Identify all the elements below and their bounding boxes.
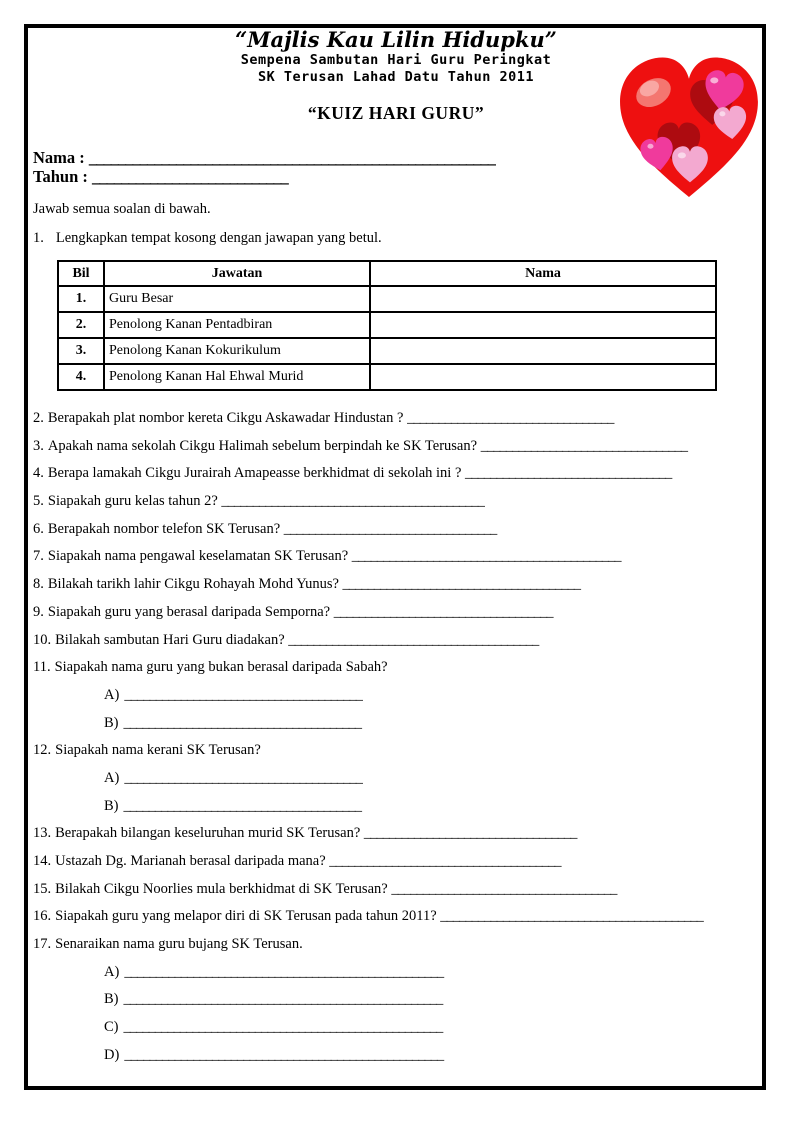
sub-answers (33, 964, 759, 1064)
question-number: 2. (33, 410, 44, 426)
question-row (33, 936, 759, 953)
sub-answer-label: B) (104, 991, 119, 1008)
tahun-label: Tahun : (33, 167, 88, 186)
heart-glint (678, 152, 686, 158)
header-subtitle-1: Sempena Sambutan Hari Guru Peringkat (240, 52, 552, 68)
sub-answer-row (104, 687, 759, 704)
question-row (33, 410, 759, 427)
question-text: Siapakah guru kelas tahun 2? (47, 493, 218, 510)
question-text: Berapa lamakah Cikgu Jurairah Amapeasse berkhidmat di sekolah ini ? (47, 465, 462, 482)
col-header-bil: Bil (58, 261, 104, 286)
answer-blank[interactable]: ________________________________________ (288, 631, 539, 648)
nama-answer-cell[interactable] (370, 286, 716, 312)
question-number: 17. (33, 936, 52, 953)
jawatan-cell: Penolong Kanan Pentadbiran (104, 312, 370, 338)
question-row (33, 438, 759, 455)
answer-blank[interactable]: _________________________________ (480, 437, 687, 454)
answer-blank[interactable]: __________________________________________ (440, 908, 703, 925)
question-row (33, 548, 759, 565)
table-header-row (58, 261, 716, 286)
answer-blank[interactable]: ___________________________________________________ (123, 1019, 443, 1036)
hearts-icon (615, 50, 767, 202)
question-row (33, 604, 759, 621)
sub-answer-row (104, 1047, 759, 1064)
question-text: Siapakah guru yang melapor diri di SK Terusan pada tahun 2011? (55, 908, 437, 925)
question-number: 3. (33, 437, 44, 454)
answer-blank[interactable]: __________________________________________ (221, 493, 484, 510)
sub-answer-label: A) (104, 769, 120, 786)
answer-blank[interactable]: _________________________________ (465, 465, 672, 482)
question-row (33, 853, 759, 870)
question-number: 9. (33, 603, 44, 620)
sub-answer-label: B) (104, 797, 119, 814)
nama-answer-cell[interactable] (370, 312, 716, 338)
question-text: Siapakah nama kerani SK Terusan? (55, 742, 261, 759)
sub-answer-label: A) (104, 686, 120, 703)
question-number: 16. (33, 908, 52, 925)
question-row (33, 742, 759, 759)
question-row (33, 659, 759, 676)
col-header-nama: Nama (370, 261, 716, 286)
heart-glint (710, 77, 718, 83)
question-row (33, 825, 759, 842)
sub-answer-label: A) (104, 963, 120, 980)
question-text: Siapakah guru yang berasal daripada Semporna? (47, 603, 331, 620)
question-text: Bilakah Cikgu Noorlies mula berkhidmat di SK Terusan? (55, 880, 388, 897)
question-number: 13. (33, 825, 52, 842)
sub-answer-row (104, 964, 759, 981)
table-row (58, 312, 716, 338)
question-text: Berapakah plat nombor kereta Cikgu Askawadar Hindustan ? (47, 410, 404, 426)
header-subtitle-2: SK Terusan Lahad Datu Tahun 2011 (257, 69, 535, 85)
sub-answer-row (104, 991, 759, 1008)
question-number: 12. (33, 742, 52, 759)
sub-answer-row (104, 770, 759, 787)
answer-blank[interactable]: ____________________________________ (391, 880, 617, 897)
answer-blank[interactable]: ______________________________________ (124, 769, 362, 786)
question-row (33, 632, 759, 649)
sub-answers (33, 687, 759, 732)
question-number: 15. (33, 880, 52, 897)
question-row (33, 576, 759, 593)
question-row (33, 521, 759, 538)
question-number: 4. (33, 465, 44, 482)
nama-answer-cell[interactable] (370, 364, 716, 390)
answer-blank[interactable]: ___________________________________________________ (124, 1046, 444, 1063)
nama-blank-line[interactable]: ________________________________________________________ (88, 148, 495, 167)
answer-blank[interactable]: ______________________________________ (342, 576, 581, 593)
answer-blank[interactable]: ___________________________________________________ (123, 991, 443, 1008)
tahun-blank-line[interactable]: ___________________________ (92, 167, 288, 186)
question-text: Siapakah nama guru yang bukan berasal daripada Sabah? (54, 659, 388, 676)
answer-blank[interactable]: ___________________________________________________ (124, 963, 444, 980)
worksheet-page (33, 28, 759, 1075)
sub-answer-row (104, 798, 759, 815)
question-number: 10. (33, 631, 52, 648)
question-number: 1. (33, 230, 44, 246)
quiz-title: “KUIZ HARI GURU” (307, 103, 485, 123)
questions-list (33, 410, 759, 1064)
answer-blank[interactable]: __________________________________ (283, 520, 497, 537)
answer-blank[interactable]: ___________________________________ (333, 603, 553, 620)
jawatan-cell: Guru Besar (104, 286, 370, 312)
question-row (33, 881, 759, 898)
jawatan-cell: Penolong Kanan Hal Ehwal Murid (104, 364, 370, 390)
question-text: Ustazah Dg. Marianah berasal daripada mana? (55, 853, 326, 869)
answer-blank[interactable]: __________________________________ (363, 825, 577, 842)
question-text: Apakah nama sekolah Cikgu Halimah sebelum berpindah ke SK Terusan? (47, 437, 478, 454)
answer-blank[interactable]: _________________________________ (407, 410, 614, 426)
heart-glint (647, 144, 653, 149)
question-number: 7. (33, 548, 44, 565)
question-text: Berapakah nombor telefon SK Terusan? (47, 520, 281, 537)
heart-glint (719, 111, 725, 116)
answer-blank[interactable]: ___________________________________________ (351, 548, 621, 565)
question-number: 14. (33, 853, 52, 869)
row-number: 2. (58, 312, 104, 338)
question-row (33, 493, 759, 510)
motto-title: “Majlis Kau Lilin Hidupku” (235, 27, 557, 52)
sub-answer-label: D) (104, 1046, 120, 1063)
sub-answer-label: C) (104, 1019, 119, 1036)
sub-answer-row (104, 1019, 759, 1036)
sub-answer-label: B) (104, 714, 119, 731)
question-text: Senaraikan nama guru bujang SK Terusan. (55, 936, 303, 953)
question-row (33, 465, 759, 482)
col-header-jawatan: Jawatan (104, 261, 370, 286)
question-text: Berapakah bilangan keseluruhan murid SK Terusan? (55, 825, 361, 842)
sub-answer-row (104, 715, 759, 732)
row-number: 1. (58, 286, 104, 312)
answer-blank[interactable]: ______________________________________ (124, 686, 362, 703)
table-row (58, 364, 716, 390)
nama-label: Nama : (33, 148, 85, 167)
row-number: 4. (58, 364, 104, 390)
question-number: 8. (33, 576, 44, 593)
question-number: 6. (33, 520, 44, 537)
question-text: Bilakah tarikh lahir Cikgu Rohayah Mohd Yunus? (47, 576, 339, 593)
sub-answers (33, 770, 759, 815)
question-text: Bilakah sambutan Hari Guru diadakan? (55, 631, 285, 648)
nama-answer-cell[interactable] (370, 338, 716, 364)
row-number: 3. (58, 338, 104, 364)
answer-blank[interactable]: _____________________________________ (329, 853, 561, 869)
question-number: 5. (33, 493, 44, 510)
question-1-row (33, 230, 759, 247)
hearts-clipart (615, 50, 767, 202)
answer-blank[interactable]: ______________________________________ (123, 714, 361, 731)
question-text: Siapakah nama pengawal keselamatan SK Terusan? (47, 548, 349, 565)
question-number: 11. (33, 659, 51, 676)
question-text: Lengkapkan tempat kosong dengan jawapan yang betul. (55, 230, 382, 246)
table-row (58, 338, 716, 364)
answer-blank[interactable]: ______________________________________ (123, 797, 361, 814)
question-row (33, 908, 759, 925)
jawatan-cell: Penolong Kanan Kokurikulum (104, 338, 370, 364)
table-row (58, 286, 716, 312)
instruction-text: Jawab semua soalan di bawah. (33, 201, 211, 217)
jawatan-table (57, 260, 717, 391)
